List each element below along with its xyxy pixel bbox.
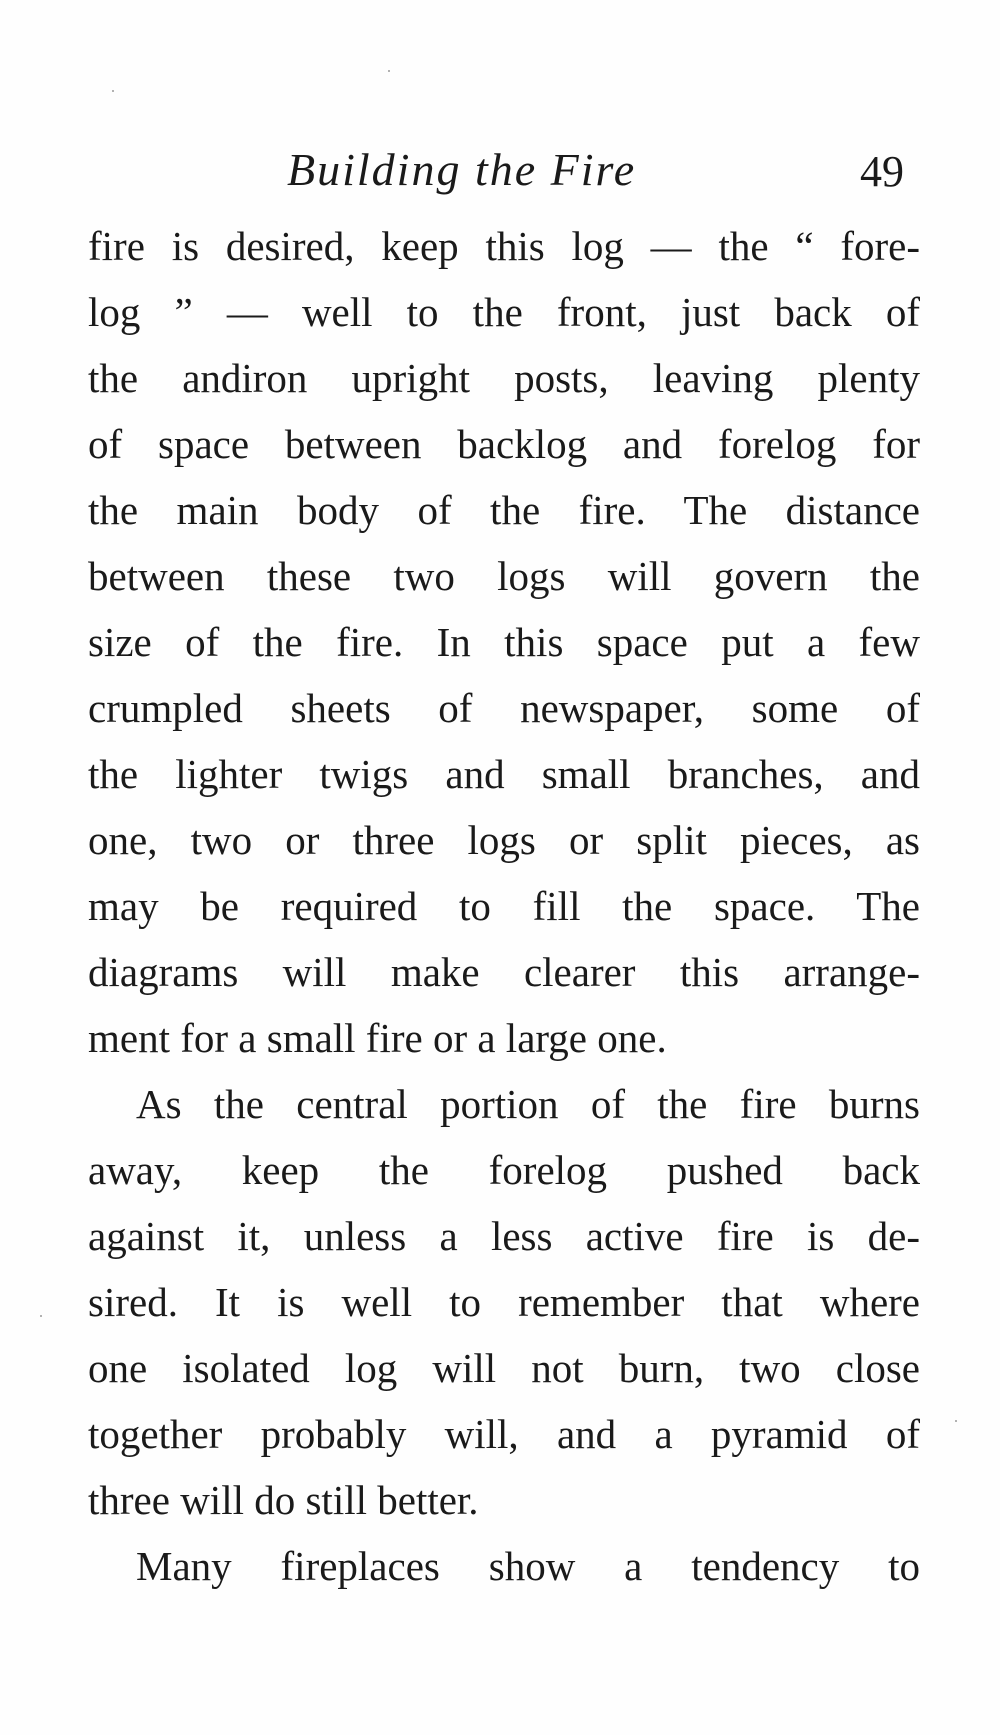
text-line: log ” — well to the front, just back of bbox=[88, 289, 920, 335]
text-line: As the central portion of the fire burns bbox=[136, 1081, 920, 1127]
text-line: may be required to fill the space. The bbox=[88, 883, 920, 929]
text-line: one, two or three logs or split pieces, as bbox=[88, 817, 920, 863]
paragraph bbox=[88, 1071, 920, 1533]
text-line: Many fireplaces show a tendency to bbox=[136, 1543, 920, 1589]
paper-speck bbox=[388, 70, 390, 72]
text-line: size of the fire. In this space put a few bbox=[88, 619, 920, 665]
text-line: against it, unless a less active fire is de- bbox=[88, 1213, 920, 1259]
paper-speck bbox=[955, 1420, 957, 1422]
body-text bbox=[88, 213, 920, 1599]
text-line: of space between backlog and forelog for bbox=[88, 421, 920, 467]
text-line: sired. It is well to remember that where bbox=[88, 1279, 920, 1325]
text-line: diagrams will make clearer this arrange- bbox=[88, 949, 920, 995]
paragraph bbox=[88, 1533, 920, 1599]
text-line: together probably will, and a pyramid of bbox=[88, 1411, 920, 1457]
text-line: between these two logs will govern the bbox=[88, 553, 920, 599]
text-line: away, keep the forelog pushed back bbox=[88, 1147, 920, 1193]
text-line: fire is desired, keep this log — the “ fore- bbox=[88, 223, 920, 269]
running-title: Building the Fire bbox=[287, 144, 637, 195]
paper-speck bbox=[112, 90, 114, 92]
text-line: one isolated log will not burn, two close bbox=[88, 1345, 920, 1391]
text-line: three will do still better. bbox=[88, 1477, 479, 1523]
page-number: 49 bbox=[860, 147, 904, 196]
text-line: the main body of the fire. The distance bbox=[88, 487, 920, 533]
text-line: the lighter twigs and small branches, and bbox=[88, 751, 920, 797]
text-line: ment for a small fire or a large one. bbox=[88, 1015, 667, 1061]
paragraph bbox=[88, 213, 920, 1071]
running-header bbox=[0, 140, 1000, 200]
text-line: crumpled sheets of newspaper, some of bbox=[88, 685, 920, 731]
paper-speck bbox=[40, 1315, 42, 1317]
text-line: the andiron upright posts, leaving plenty bbox=[88, 355, 920, 401]
